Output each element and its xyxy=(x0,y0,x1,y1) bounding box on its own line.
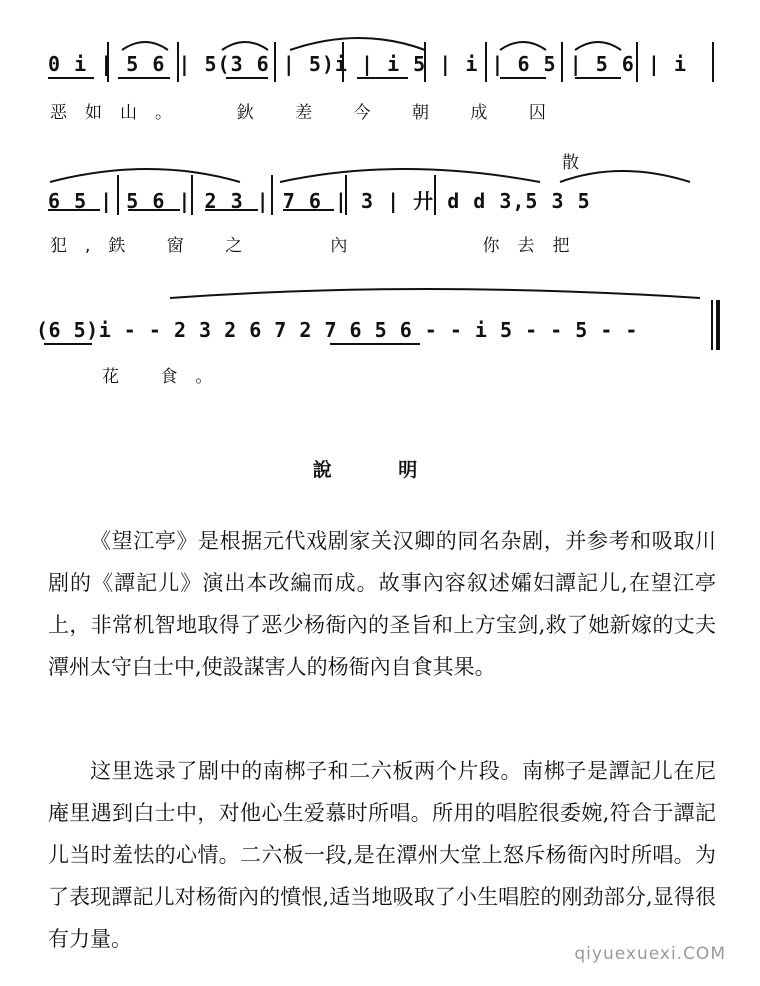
score-row-1-notes: 0 i | 5 6 | 5(3 6 | 5)i | i 5 | i | 6 5 | 5 6 | i xyxy=(48,52,688,76)
section-heading: 說 明 xyxy=(312,459,448,481)
score-row-2-lyrics: 犯,鉄 窗 之 內 你去把 xyxy=(50,236,588,256)
score-row-2-notes: 6 5 | 5 6 | 2 3 | 7 6 | 3 | 廾 d d 3,5 3 5 xyxy=(48,189,591,213)
score-markings xyxy=(0,0,760,420)
paragraph-1: 《望江亭》是根据元代戏剧家关汉卿的同名杂剧，并参考和吸取川剧的《譚記儿》演出本改編而成。故事內容叙述孀妇譚記儿,在望江亭上，非常机智地取得了恶少杨衙內的圣旨和上方宝剑,救了她新嫁的丈夫潭州太守白士中,使設謀害人的杨衙內自食其果。 xyxy=(48,529,716,679)
score-row-1-lyrics: 恶如山。 鈥 差 今 朝 成 囚 xyxy=(50,103,564,123)
score-row-2-mark: 散 xyxy=(562,153,579,173)
watermark: qiyuexuexi.COM xyxy=(574,944,726,964)
paragraph-2: 这里选录了剧中的南梆子和二六板两个片段。南梆子是譚記儿在尼庵里遇到白士中，对他心生爱慕时所唱。所用的唱腔很委婉,符合于譚記儿当时羞怯的心情。二六板一段,是在潭州大堂上怒斥杨衙內时所唱。为了表现譚記儿对杨衙內的憤恨,适当地吸取了小生唱腔的刚劲部分,显得很有力量。 xyxy=(48,759,716,951)
score-row-3-lyrics: 花 食。 xyxy=(102,367,231,387)
score-row-3-notes: (6 5)i - - 2 3 2 6 7 2 7 6 5 6 - - i 5 - - 5 - - xyxy=(36,318,638,342)
